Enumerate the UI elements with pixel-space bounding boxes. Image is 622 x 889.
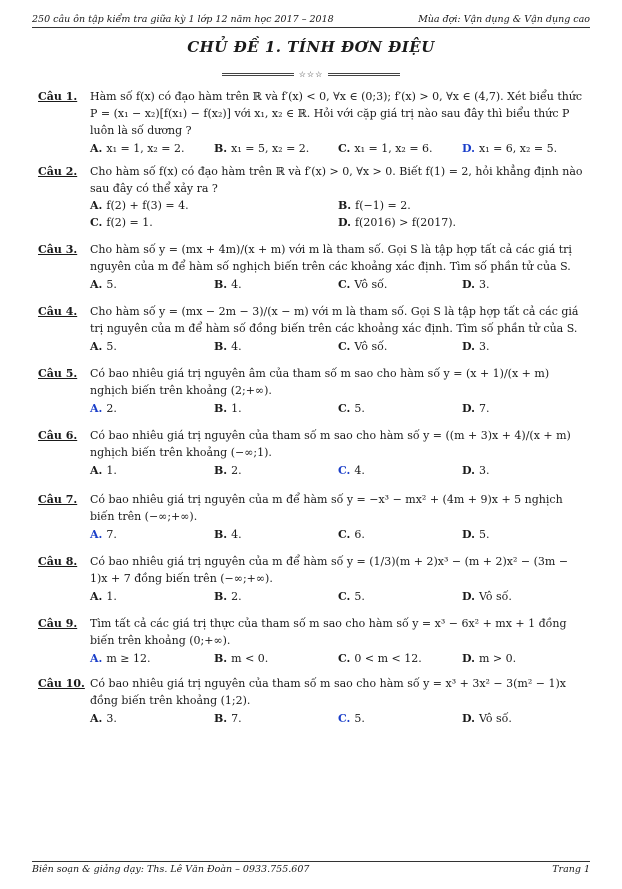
question-number: Câu 8. bbox=[38, 555, 78, 568]
option-letter: C. bbox=[338, 142, 351, 155]
option-letter: C. bbox=[338, 528, 351, 541]
option-letter: B. bbox=[214, 528, 228, 541]
option-letter: B. bbox=[214, 340, 228, 353]
question-text: Cho hàm số y = (mx + 4m)/(x + m) với m là tham số. Gọi S là tập hợp tất cả các giá trị nguyên của m để hàm số nghịch biến trên các khoảng xác định. Tìm số phần tử của S. bbox=[90, 243, 572, 273]
answer-option bbox=[462, 400, 586, 417]
option-text: 5. bbox=[354, 712, 365, 725]
title-divider bbox=[222, 70, 400, 79]
answer-option bbox=[462, 462, 586, 479]
question-item bbox=[38, 303, 586, 355]
option-letter: A. bbox=[90, 278, 103, 291]
question-text: Có bao nhiêu giá trị nguyên âm của tham số m sao cho hàm số y = (x + 1)/(x + m) nghịch biến trên khoảng (2;+∞). bbox=[90, 367, 550, 397]
answer-options bbox=[90, 140, 586, 157]
question-row bbox=[38, 675, 586, 727]
answer-option bbox=[214, 338, 338, 355]
answer-option bbox=[90, 140, 214, 157]
header-right-text: Mùa đợi: Vận dụng & Vận dụng cao bbox=[418, 14, 590, 25]
answer-option bbox=[338, 197, 586, 214]
answer-option bbox=[90, 400, 214, 417]
option-text: m > 0. bbox=[478, 652, 517, 665]
question-text: Có bao nhiêu giá trị nguyên của m để hàm số y = (1/3)(m + 2)x³ − (m + 2)x² − (3m − 1)x + 7 đồng biến trên (−∞;+∞). bbox=[90, 555, 569, 585]
option-letter: B. bbox=[214, 142, 228, 155]
answer-option bbox=[90, 650, 214, 667]
option-letter: D. bbox=[462, 712, 475, 725]
question-row bbox=[38, 241, 586, 293]
option-letter: A. bbox=[90, 590, 103, 603]
question-list bbox=[38, 88, 586, 727]
answer-option bbox=[90, 526, 214, 543]
option-letter: C. bbox=[338, 590, 351, 603]
option-text: 7. bbox=[231, 712, 242, 725]
answer-options bbox=[90, 197, 586, 231]
option-letter: C. bbox=[338, 402, 351, 415]
page-header bbox=[32, 6, 590, 28]
question-number: Câu 5. bbox=[38, 367, 78, 380]
option-text: m < 0. bbox=[231, 652, 269, 665]
divider-stars: ☆☆☆ bbox=[298, 70, 324, 79]
option-text: 4. bbox=[231, 528, 242, 541]
question-item bbox=[38, 615, 586, 667]
option-letter: C. bbox=[338, 340, 351, 353]
question-item bbox=[38, 427, 586, 479]
option-letter: A. bbox=[90, 402, 103, 415]
question-body bbox=[90, 365, 586, 417]
question-body bbox=[90, 163, 586, 231]
option-letter: D. bbox=[462, 402, 475, 415]
option-text: f(2) + f(3) = 4. bbox=[106, 199, 189, 212]
option-text: 0 < m < 12. bbox=[354, 652, 422, 665]
question-row bbox=[38, 163, 586, 231]
answer-option bbox=[90, 197, 338, 214]
option-text: x₁ = 5, x₂ = 2. bbox=[231, 142, 310, 155]
answer-option bbox=[214, 462, 338, 479]
option-text: 4. bbox=[231, 278, 242, 291]
question-row bbox=[38, 365, 586, 417]
option-text: x₁ = 6, x₂ = 5. bbox=[478, 142, 558, 155]
question-row bbox=[38, 491, 586, 543]
option-text: 6. bbox=[354, 528, 365, 541]
option-letter: D. bbox=[338, 216, 351, 229]
question-text: Cho hàm số f(x) có đạo hàm trên ℝ và f′(x) > 0, ∀x > 0. Biết f(1) = 2, hỏi khẳng định nào sau đây có thể xảy ra ? bbox=[90, 165, 583, 195]
answer-options bbox=[90, 710, 586, 727]
answer-option bbox=[462, 526, 586, 543]
option-letter: D. bbox=[462, 590, 475, 603]
footer-page-number: Trang 1 bbox=[552, 864, 590, 875]
option-text: Vô số. bbox=[478, 712, 512, 725]
option-letter: B. bbox=[214, 712, 228, 725]
answer-options bbox=[90, 400, 586, 417]
option-letter: C. bbox=[90, 216, 103, 229]
footer-author: Biên soạn & giảng dạy: Ths. Lê Văn Đoàn – 0933.755.607 bbox=[32, 864, 310, 875]
answer-option bbox=[90, 338, 214, 355]
option-text: 3. bbox=[478, 340, 490, 353]
chapter-title: CHỦ ĐỀ 1. TÍNH ĐƠN ĐIỆU bbox=[187, 38, 435, 56]
question-item bbox=[38, 365, 586, 417]
option-text: x₁ = 1, x₂ = 6. bbox=[354, 142, 433, 155]
divider-rule-right bbox=[328, 73, 400, 76]
answer-option bbox=[338, 588, 462, 605]
question-row bbox=[38, 615, 586, 667]
option-text: 3. bbox=[478, 278, 490, 291]
answer-option bbox=[214, 400, 338, 417]
question-number: Câu 3. bbox=[38, 243, 78, 256]
option-text: f(2016) > f(2017). bbox=[354, 216, 456, 229]
answer-option bbox=[214, 588, 338, 605]
answer-option bbox=[214, 710, 338, 727]
answer-options bbox=[90, 276, 586, 293]
question-item bbox=[38, 163, 586, 231]
option-letter: B. bbox=[214, 464, 228, 477]
answer-option bbox=[338, 462, 462, 479]
option-letter: A. bbox=[90, 340, 103, 353]
answer-options bbox=[90, 526, 586, 543]
question-body bbox=[90, 88, 586, 157]
question-row bbox=[38, 553, 586, 605]
question-number: Câu 7. bbox=[38, 493, 78, 506]
option-letter: A. bbox=[90, 712, 103, 725]
answer-option bbox=[462, 276, 586, 293]
answer-option bbox=[214, 140, 338, 157]
option-letter: A. bbox=[90, 464, 103, 477]
option-text: 1. bbox=[106, 464, 117, 477]
question-item bbox=[38, 88, 586, 157]
option-text: 5. bbox=[354, 402, 365, 415]
answer-options bbox=[90, 588, 586, 605]
option-letter: D. bbox=[462, 528, 475, 541]
answer-options bbox=[90, 462, 586, 479]
option-letter: A. bbox=[90, 652, 103, 665]
option-text: Vô số. bbox=[354, 278, 388, 291]
option-text: 3. bbox=[106, 712, 117, 725]
answer-option bbox=[338, 140, 462, 157]
option-letter: D. bbox=[462, 142, 475, 155]
question-text: Tìm tất cả các giá trị thực của tham số m sao cho hàm số y = x³ − 6x² + mx + 1 đồng biến trên khoảng (0;+∞). bbox=[90, 617, 567, 647]
option-letter: C. bbox=[338, 652, 351, 665]
question-item bbox=[38, 553, 586, 605]
option-text: f(−1) = 2. bbox=[355, 199, 411, 212]
option-text: Vô số. bbox=[478, 590, 512, 603]
question-item bbox=[38, 491, 586, 543]
option-text: m ≥ 12. bbox=[106, 652, 151, 665]
question-number: Câu 1. bbox=[38, 90, 78, 103]
question-body bbox=[90, 615, 586, 667]
question-number: Câu 10. bbox=[38, 677, 85, 690]
answer-options bbox=[90, 338, 586, 355]
option-text: Vô số. bbox=[354, 340, 388, 353]
answer-option bbox=[338, 400, 462, 417]
option-letter: B. bbox=[214, 590, 228, 603]
question-row bbox=[38, 303, 586, 355]
question-number: Câu 2. bbox=[38, 165, 78, 178]
option-text: 2. bbox=[106, 402, 117, 415]
page-footer bbox=[32, 861, 590, 875]
option-text: 2. bbox=[231, 590, 242, 603]
question-body bbox=[90, 241, 586, 293]
answer-option bbox=[90, 214, 338, 231]
answer-option bbox=[338, 338, 462, 355]
answer-option bbox=[90, 710, 214, 727]
question-body bbox=[90, 491, 586, 543]
option-text: 5. bbox=[106, 340, 117, 353]
question-item bbox=[38, 241, 586, 293]
option-text: 4. bbox=[354, 464, 365, 477]
option-text: 1. bbox=[231, 402, 242, 415]
answer-option bbox=[462, 140, 586, 157]
divider-rule-left bbox=[222, 73, 294, 76]
option-letter: D. bbox=[462, 652, 475, 665]
question-body bbox=[90, 553, 586, 605]
answer-option bbox=[90, 462, 214, 479]
question-text: Có bao nhiêu giá trị nguyên của m để hàm số y = −x³ − mx² + (4m + 9)x + 5 nghịch biến trên (−∞;+∞). bbox=[90, 493, 563, 523]
question-number: Câu 6. bbox=[38, 429, 78, 442]
answer-option bbox=[462, 588, 586, 605]
option-text: 2. bbox=[231, 464, 242, 477]
option-text: 5. bbox=[478, 528, 490, 541]
question-text: Có bao nhiêu giá trị nguyên của tham số m sao cho hàm số y = ((m + 3)x + 4)/(x + m) nghịch biến trên khoảng (−∞;1). bbox=[90, 429, 571, 459]
answer-option bbox=[338, 276, 462, 293]
answer-option bbox=[338, 650, 462, 667]
option-letter: B. bbox=[214, 278, 228, 291]
option-text: 7. bbox=[478, 402, 490, 415]
option-letter: C. bbox=[338, 464, 351, 477]
answer-option bbox=[462, 710, 586, 727]
option-text: x₁ = 1, x₂ = 2. bbox=[106, 142, 185, 155]
answer-option bbox=[338, 710, 462, 727]
question-item bbox=[38, 675, 586, 727]
option-text: 4. bbox=[231, 340, 242, 353]
question-number: Câu 9. bbox=[38, 617, 78, 630]
option-text: 3. bbox=[478, 464, 490, 477]
answer-option bbox=[90, 588, 214, 605]
answer-option bbox=[214, 650, 338, 667]
answer-option bbox=[214, 526, 338, 543]
option-text: 1. bbox=[106, 590, 117, 603]
answer-options bbox=[90, 650, 586, 667]
answer-option bbox=[214, 276, 338, 293]
option-letter: B. bbox=[214, 402, 228, 415]
answer-option bbox=[90, 276, 214, 293]
question-body bbox=[90, 427, 586, 479]
header-left-text: 250 câu ôn tập kiểm tra giữa kỳ 1 lớp 12 năm học 2017 – 2018 bbox=[32, 14, 334, 25]
option-letter: D. bbox=[462, 278, 475, 291]
option-letter: D. bbox=[462, 340, 475, 353]
option-letter: C. bbox=[338, 712, 351, 725]
question-row bbox=[38, 88, 586, 157]
question-body bbox=[90, 675, 586, 727]
question-number: Câu 4. bbox=[38, 305, 78, 318]
option-text: f(2) = 1. bbox=[106, 216, 153, 229]
question-body bbox=[90, 303, 586, 355]
option-text: 5. bbox=[354, 590, 365, 603]
answer-option bbox=[338, 526, 462, 543]
answer-option bbox=[462, 338, 586, 355]
answer-option bbox=[338, 214, 586, 231]
option-letter: B. bbox=[338, 199, 352, 212]
option-text: 7. bbox=[106, 528, 117, 541]
option-letter: A. bbox=[90, 528, 103, 541]
option-letter: D. bbox=[462, 464, 475, 477]
question-text: Có bao nhiêu giá trị nguyên của tham số m sao cho hàm số y = x³ + 3x² − 3(m² − 1)x đồng biến trên khoảng (1;2). bbox=[90, 677, 566, 707]
question-row bbox=[38, 427, 586, 479]
answer-option bbox=[462, 650, 586, 667]
question-text: Cho hàm số y = (mx − 2m − 3)/(x − m) với m là tham số. Gọi S là tập hợp tất cả các giá trị nguyên của m để hàm số đồng biến trên các khoảng xác định. Tìm số phần tử của S. bbox=[90, 305, 579, 335]
option-letter: B. bbox=[214, 652, 228, 665]
option-letter: A. bbox=[90, 199, 103, 212]
option-letter: A. bbox=[90, 142, 103, 155]
question-text: Hàm số f(x) có đạo hàm trên ℝ và f′(x) < 0, ∀x ∈ (0;3); f′(x) > 0, ∀x ∈ (4,7). Xét biểu thức P = (x₁ − x₂)[f(x₁) − f(x₂)] với x₁, x₂ ∈ ℝ. Hỏi với cặp giá trị nào sau đây thì biểu thức P luôn là số dương ? bbox=[90, 90, 583, 137]
option-text: 5. bbox=[106, 278, 117, 291]
option-letter: C. bbox=[338, 278, 351, 291]
